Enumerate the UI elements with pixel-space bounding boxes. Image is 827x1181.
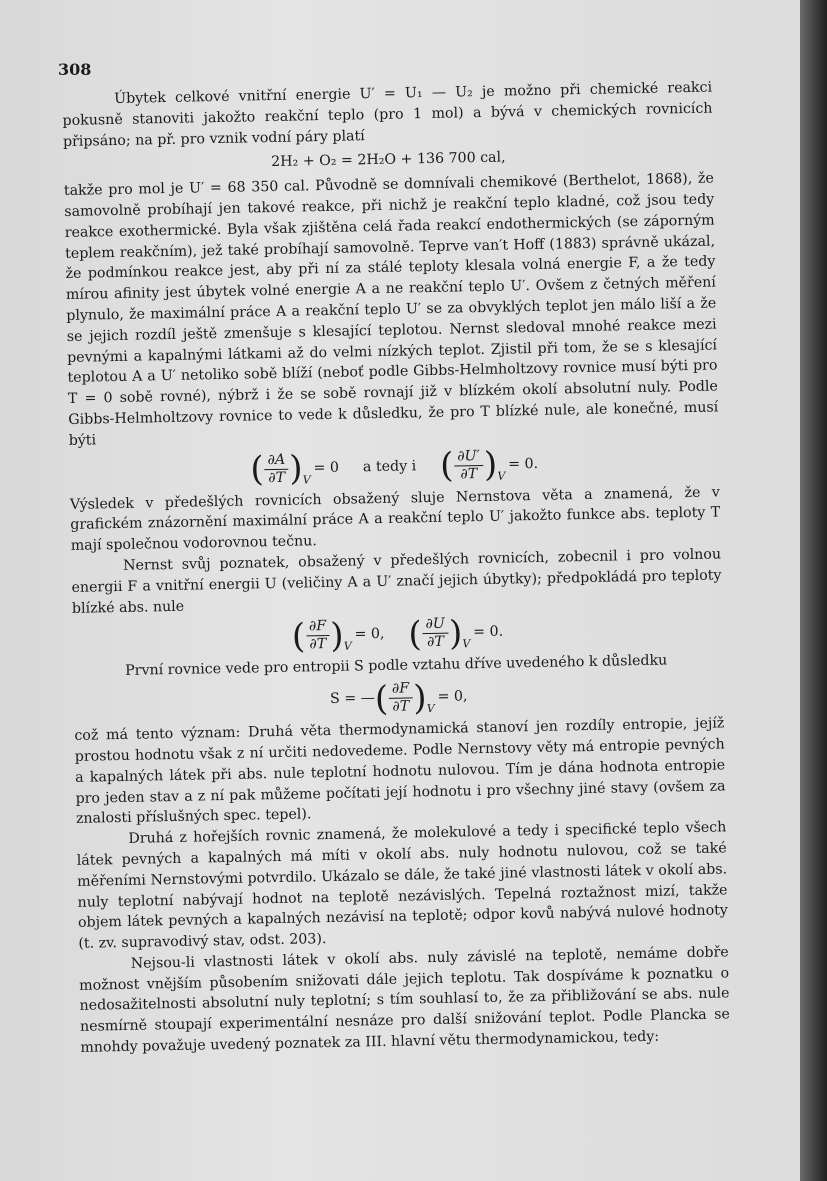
equation-nernst-f-u: ( $\frac{\partial F}{\partial T}$ ) V = 0, ( $\frac{\partial U}{\partial T}$ ) V = 0.	[291, 613, 504, 657]
fraction-df-dt: $\frac{\partial F}{\partial T}$	[306, 618, 330, 653]
equation-entropy: S = — ( $\frac{\partial F}{\partial T}$ ) V = 0,	[329, 677, 468, 719]
paragraph-7: Druhá z hořejších rovnic znamená, že molekulové a tedy i specifické teplo všech látek pevných a kapalných má míti v okolí abs. nuly hodnotu nulovou, což se také měřeními Nernstovými potvrdilo. Ukázalo se dále, že také jiné vlastnosti látek v okolí abs. nuly teplotní nabývají hodnot na teplotě nezávislých. Tepelná roztažnost mizí, takže objem látek pevných a kapalných nezávisí na teplotě; odpor kovů nabývá nulové hodnoty (t. zv. supravodivý stav, odst. 203).	[76, 819, 729, 952]
paragraph-3: Výsledek v předešlých rovnicích obsažený sluje Nernstova věta a znamená, že v grafickém znázornění maximální práce A a reakční teplo U′ jakožto funkce abs. teploty T mají společnou vodorovnou tečnu.	[69, 483, 721, 555]
paragraph-8: Nejsou-li vlastnosti látek v okolí abs. nuly závislé na teplotě, nemáme dobře možnost vnějším působením snižovati dále jejich teplotu. Tak dospíváme k poznatku o nedosažitelnosti absolutní nuly teplotní; s tím souhlasí to, že za přibližování se abs. nule nesmírně stoupají experimentální nesnáze pro další snižování teplot. Podle Plancka se mnohdy považuje uvedený poznatek za III. hlavní větu thermodynamickou, tedy:	[79, 944, 731, 1056]
paragraph-4: Nernst svůj poznatek, obsažený v předešlých rovnicích, zobecnil i pro volnou energii F a vnitřní energii U (veličiny A a U′ značí jejich úbytky); předpokládá pro teploty blízké abs. nule	[71, 546, 722, 617]
paragraph-1: Úbytek celkové vnitřní energie U′ = U₁ — U₂ je možno při chemické reakci pokusně stanoviti jakožto reakční teplo (pro 1 mol) a bývá v chemických rovnicích připsáno; na př. pro vznik vodní páry platí	[62, 79, 713, 150]
page-number: 308	[58, 60, 92, 79]
equation-1-text: 2H₂ + O₂ = 2H₂O + 136 700 cal,	[271, 149, 506, 171]
equation-nernst-a-u: ( $\frac{\partial A}{\partial T}$ ) V = 0 a tedy i ( $\frac{\partial U'}{\partial T}$ ) V = 0.	[250, 444, 539, 490]
paragraph-5: První rovnice vede pro entropii S podle vztahu dříve uvedeného k důsledku	[125, 652, 668, 680]
page-text	[62, 78, 730, 1059]
paragraph-2: takže pro mol je U′ = 68 350 cal. Původně se domnívali chemikové (Berthelot, 1868), že samovolně probíhají jen takové reakce, při nichž je reakční teplo kladné, což jsou tedy reakce exothermické. Byla však zjištěna celá řada reakcí endothermických (se záporným teplem reakčním), jež také probíhají samovolně. Teprve van′t Hoff (1883) správně ukázal, že podmínkou reakce jest, aby při ní za stálé teploty klesala volná energie F, a že tedy mírou afinity jest úbytek volné energie A a ne reakční teplo U′. Ovšem z četných měření plynulo, že maximální práce A a reakční teplo U′ se za obvyklých teplot jen málo liší a že se jejich rozdíl ještě zmenšuje s klesající teplotou. Nernst sledoval mnohé reakce mezi pevnými a kapalnými látkami až do velmi nízkých teplot. Zjistil při tom, že se s klesající teplotou A a U′ netoliko sobě blíží (neboť podle Gibbs-Helmholtzovy rovnice musí býti pro T = 0 sobě rovné), nýbrž i že se sobě rovnají již v blízkém okolí absolutní nuly. Podle Gibbs-Helmholtzovy rovnice to vede k důsledku, že pro T blízké nule, ale konečné, musí býti	[63, 170, 719, 449]
paragraph-6: což má tento význam: Druhá věta thermodynamická stanoví jen rozdíly entropie, jejíž prostou hodnotu však z ní určiti nedovedeme. Podle Nernstovy věty má entropie pevných a kapalných látek při abs. nule teplotní hodnotu nulovou. Tím je dána hodnota entropie pro jeden stav a z ní pak můžeme počítati její hodnotu i pro všechny jiné stavy (ovšem za znalosti příslušných spec. tepel).	[74, 715, 726, 828]
fraction-da-dt: $\frac{\partial A}{\partial T}$	[264, 451, 288, 486]
fraction-df-dt-entropy: $\frac{\partial F}{\partial T}$	[389, 681, 413, 716]
fraction-du-dt: $\frac{\partial U'}{\partial T}$	[454, 448, 483, 484]
fraction-du-dt-2: $\frac{\partial U}{\partial T}$	[422, 616, 448, 651]
page-edge-shadow	[800, 0, 827, 1181]
